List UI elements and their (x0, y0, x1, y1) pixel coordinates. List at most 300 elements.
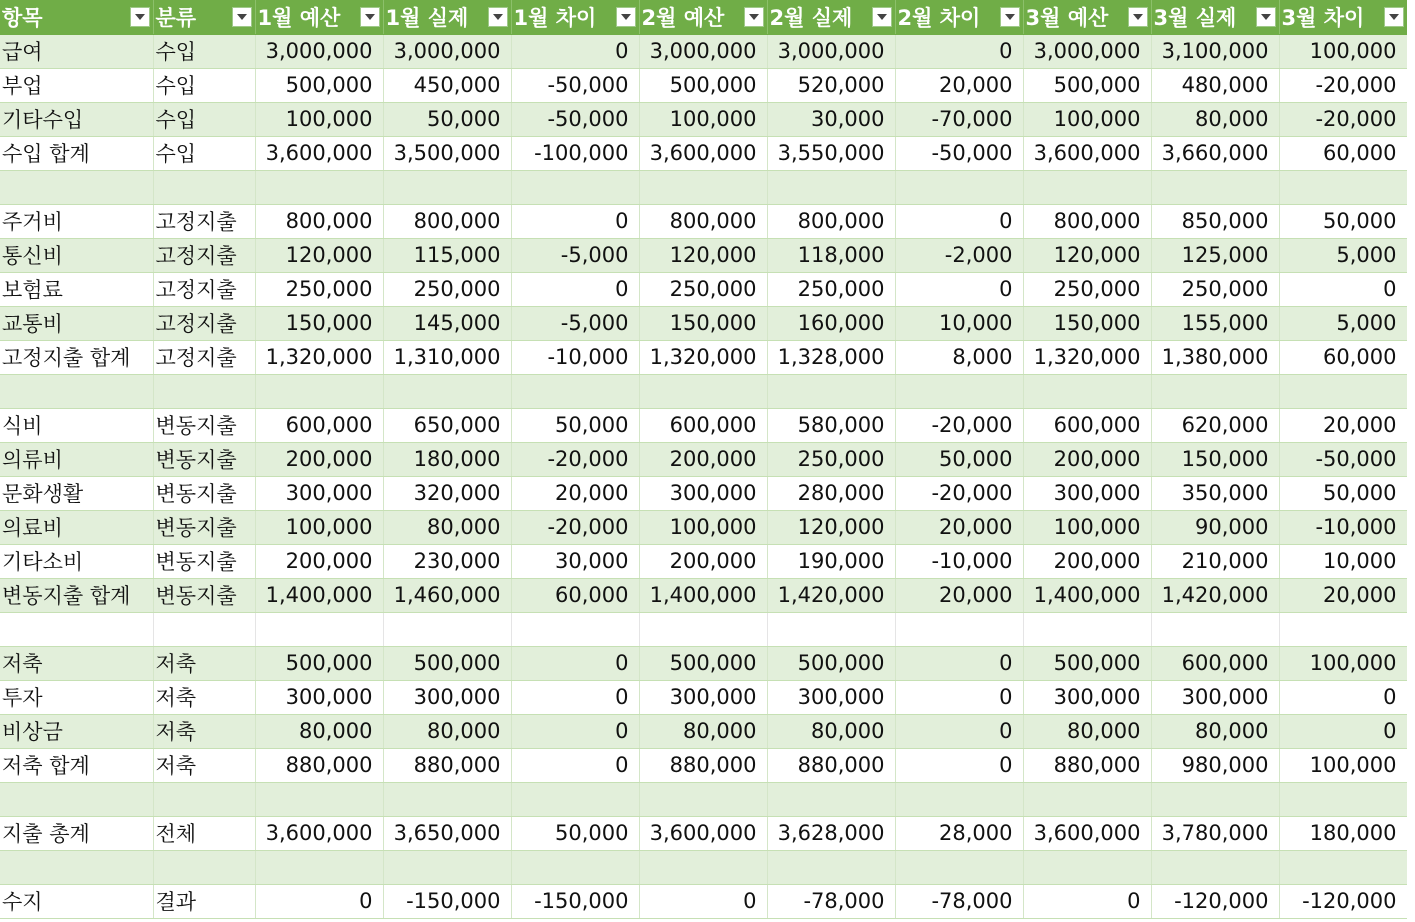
value-cell[interactable]: 0 (1279, 272, 1407, 306)
value-cell[interactable]: 880,000 (767, 748, 895, 782)
value-cell[interactable]: 300,000 (767, 680, 895, 714)
value-cell[interactable]: 80,000 (383, 510, 511, 544)
value-cell[interactable]: 3,100,000 (1151, 34, 1279, 68)
column-header-4[interactable] (511, 0, 639, 34)
value-cell[interactable]: 20,000 (895, 68, 1023, 102)
value-cell[interactable]: -5,000 (511, 238, 639, 272)
value-cell[interactable]: 50,000 (511, 408, 639, 442)
category-cell[interactable]: 고정지출 (153, 238, 255, 272)
filter-dropdown-icon[interactable] (232, 7, 252, 27)
value-cell[interactable]: -50,000 (511, 68, 639, 102)
value-cell[interactable]: 800,000 (255, 204, 383, 238)
value-cell[interactable]: 500,000 (639, 646, 767, 680)
value-cell[interactable] (767, 612, 895, 646)
value-cell[interactable]: -20,000 (511, 510, 639, 544)
category-cell[interactable]: 전체 (153, 816, 255, 850)
item-cell[interactable]: 저축 (0, 646, 153, 680)
value-cell[interactable]: 200,000 (639, 442, 767, 476)
value-cell[interactable]: 0 (511, 272, 639, 306)
item-cell[interactable]: 수지 (0, 884, 153, 918)
item-cell[interactable]: 지출 총계 (0, 816, 153, 850)
value-cell[interactable]: 600,000 (1151, 646, 1279, 680)
item-cell[interactable]: 기타소비 (0, 544, 153, 578)
filter-dropdown-icon[interactable] (488, 7, 508, 27)
value-cell[interactable]: 50,000 (1279, 476, 1407, 510)
category-cell[interactable]: 결과 (153, 884, 255, 918)
value-cell[interactable]: -78,000 (895, 884, 1023, 918)
value-cell[interactable]: 150,000 (1151, 442, 1279, 476)
value-cell[interactable]: 120,000 (639, 238, 767, 272)
value-cell[interactable]: 250,000 (767, 272, 895, 306)
value-cell[interactable]: 800,000 (1023, 204, 1151, 238)
value-cell[interactable]: 250,000 (255, 272, 383, 306)
value-cell[interactable] (255, 850, 383, 884)
category-cell[interactable] (153, 782, 255, 816)
value-cell[interactable]: 1,328,000 (767, 340, 895, 374)
value-cell[interactable]: 150,000 (639, 306, 767, 340)
value-cell[interactable]: 30,000 (767, 102, 895, 136)
value-cell[interactable] (895, 374, 1023, 408)
value-cell[interactable] (1279, 612, 1407, 646)
value-cell[interactable]: 1,400,000 (1023, 578, 1151, 612)
filter-dropdown-icon[interactable] (130, 7, 150, 27)
column-header-8[interactable] (1023, 0, 1151, 34)
value-cell[interactable]: -20,000 (511, 442, 639, 476)
value-cell[interactable] (1151, 850, 1279, 884)
item-cell[interactable]: 보험료 (0, 272, 153, 306)
value-cell[interactable]: -150,000 (511, 884, 639, 918)
value-cell[interactable]: 1,400,000 (255, 578, 383, 612)
filter-dropdown-icon[interactable] (1128, 7, 1148, 27)
value-cell[interactable]: 10,000 (1279, 544, 1407, 578)
value-cell[interactable]: 500,000 (255, 68, 383, 102)
filter-dropdown-icon[interactable] (360, 7, 380, 27)
value-cell[interactable]: 880,000 (383, 748, 511, 782)
item-cell[interactable]: 문화생활 (0, 476, 153, 510)
category-cell[interactable]: 수입 (153, 102, 255, 136)
value-cell[interactable]: 1,420,000 (767, 578, 895, 612)
value-cell[interactable]: 120,000 (255, 238, 383, 272)
value-cell[interactable]: 250,000 (1151, 272, 1279, 306)
value-cell[interactable]: -10,000 (895, 544, 1023, 578)
value-cell[interactable]: 600,000 (639, 408, 767, 442)
value-cell[interactable]: 200,000 (255, 442, 383, 476)
value-cell[interactable]: 800,000 (383, 204, 511, 238)
column-header-7[interactable] (895, 0, 1023, 34)
value-cell[interactable]: -20,000 (1279, 68, 1407, 102)
value-cell[interactable]: 480,000 (1151, 68, 1279, 102)
value-cell[interactable]: 0 (895, 680, 1023, 714)
item-cell[interactable]: 수입 합계 (0, 136, 153, 170)
category-cell[interactable]: 변동지출 (153, 476, 255, 510)
value-cell[interactable] (383, 850, 511, 884)
value-cell[interactable] (255, 374, 383, 408)
value-cell[interactable]: 500,000 (383, 646, 511, 680)
value-cell[interactable]: 80,000 (639, 714, 767, 748)
column-header-3[interactable] (383, 0, 511, 34)
value-cell[interactable] (1279, 374, 1407, 408)
value-cell[interactable]: 60,000 (511, 578, 639, 612)
value-cell[interactable]: 880,000 (1023, 748, 1151, 782)
value-cell[interactable]: 1,320,000 (639, 340, 767, 374)
item-cell[interactable]: 교통비 (0, 306, 153, 340)
value-cell[interactable]: 350,000 (1151, 476, 1279, 510)
value-cell[interactable]: 300,000 (639, 476, 767, 510)
value-cell[interactable] (639, 374, 767, 408)
value-cell[interactable]: 320,000 (383, 476, 511, 510)
value-cell[interactable]: 100,000 (1279, 646, 1407, 680)
column-header-0[interactable] (0, 0, 153, 34)
value-cell[interactable]: 0 (511, 204, 639, 238)
category-cell[interactable]: 수입 (153, 68, 255, 102)
item-cell[interactable] (0, 612, 153, 646)
category-cell[interactable] (153, 374, 255, 408)
value-cell[interactable]: 50,000 (383, 102, 511, 136)
value-cell[interactable]: 1,380,000 (1151, 340, 1279, 374)
value-cell[interactable]: 600,000 (1023, 408, 1151, 442)
value-cell[interactable] (767, 170, 895, 204)
value-cell[interactable]: -20,000 (895, 408, 1023, 442)
value-cell[interactable]: 300,000 (1151, 680, 1279, 714)
value-cell[interactable]: 650,000 (383, 408, 511, 442)
value-cell[interactable]: 580,000 (767, 408, 895, 442)
value-cell[interactable]: 0 (1279, 714, 1407, 748)
filter-dropdown-icon[interactable] (1384, 7, 1404, 27)
value-cell[interactable]: 500,000 (767, 646, 895, 680)
value-cell[interactable] (1279, 170, 1407, 204)
value-cell[interactable]: 90,000 (1151, 510, 1279, 544)
filter-dropdown-icon[interactable] (1256, 7, 1276, 27)
item-cell[interactable]: 주거비 (0, 204, 153, 238)
column-header-5[interactable] (639, 0, 767, 34)
value-cell[interactable]: 3,780,000 (1151, 816, 1279, 850)
value-cell[interactable]: 0 (511, 714, 639, 748)
value-cell[interactable]: 0 (511, 646, 639, 680)
value-cell[interactable] (1023, 374, 1151, 408)
value-cell[interactable] (895, 170, 1023, 204)
value-cell[interactable] (639, 170, 767, 204)
value-cell[interactable]: 300,000 (255, 476, 383, 510)
value-cell[interactable]: 3,600,000 (639, 136, 767, 170)
value-cell[interactable]: -50,000 (895, 136, 1023, 170)
category-cell[interactable]: 고정지출 (153, 340, 255, 374)
value-cell[interactable]: 80,000 (767, 714, 895, 748)
value-cell[interactable]: 200,000 (1023, 544, 1151, 578)
category-cell[interactable]: 변동지출 (153, 442, 255, 476)
value-cell[interactable]: 100,000 (1023, 102, 1151, 136)
value-cell[interactable] (895, 850, 1023, 884)
value-cell[interactable]: 3,600,000 (1023, 816, 1151, 850)
value-cell[interactable]: 0 (1023, 884, 1151, 918)
value-cell[interactable]: 20,000 (895, 510, 1023, 544)
value-cell[interactable] (1279, 850, 1407, 884)
value-cell[interactable]: 155,000 (1151, 306, 1279, 340)
category-cell[interactable]: 고정지출 (153, 306, 255, 340)
item-cell[interactable]: 비상금 (0, 714, 153, 748)
value-cell[interactable]: 850,000 (1151, 204, 1279, 238)
value-cell[interactable]: 1,460,000 (383, 578, 511, 612)
value-cell[interactable]: 880,000 (639, 748, 767, 782)
value-cell[interactable]: 0 (895, 204, 1023, 238)
value-cell[interactable]: 150,000 (1023, 306, 1151, 340)
value-cell[interactable]: 100,000 (255, 510, 383, 544)
value-cell[interactable] (1151, 374, 1279, 408)
value-cell[interactable]: 3,000,000 (1023, 34, 1151, 68)
value-cell[interactable]: 1,320,000 (1023, 340, 1151, 374)
value-cell[interactable]: 3,628,000 (767, 816, 895, 850)
value-cell[interactable] (511, 612, 639, 646)
value-cell[interactable]: 1,420,000 (1151, 578, 1279, 612)
value-cell[interactable]: 800,000 (639, 204, 767, 238)
value-cell[interactable]: 180,000 (1279, 816, 1407, 850)
value-cell[interactable]: 80,000 (255, 714, 383, 748)
value-cell[interactable]: -100,000 (511, 136, 639, 170)
category-cell[interactable] (153, 612, 255, 646)
value-cell[interactable]: 3,550,000 (767, 136, 895, 170)
column-header-9[interactable] (1151, 0, 1279, 34)
value-cell[interactable] (511, 782, 639, 816)
value-cell[interactable]: 5,000 (1279, 306, 1407, 340)
value-cell[interactable] (511, 374, 639, 408)
value-cell[interactable]: 500,000 (255, 646, 383, 680)
value-cell[interactable]: 50,000 (511, 816, 639, 850)
value-cell[interactable]: 520,000 (767, 68, 895, 102)
value-cell[interactable]: 880,000 (255, 748, 383, 782)
value-cell[interactable] (1023, 782, 1151, 816)
category-cell[interactable]: 저축 (153, 748, 255, 782)
value-cell[interactable] (511, 170, 639, 204)
value-cell[interactable] (767, 374, 895, 408)
category-cell[interactable]: 고정지출 (153, 272, 255, 306)
value-cell[interactable]: 3,650,000 (383, 816, 511, 850)
value-cell[interactable]: 3,000,000 (767, 34, 895, 68)
value-cell[interactable]: -70,000 (895, 102, 1023, 136)
value-cell[interactable]: -10,000 (1279, 510, 1407, 544)
value-cell[interactable]: 100,000 (639, 102, 767, 136)
item-cell[interactable] (0, 170, 153, 204)
value-cell[interactable] (1151, 612, 1279, 646)
value-cell[interactable]: 60,000 (1279, 340, 1407, 374)
category-cell[interactable]: 변동지출 (153, 578, 255, 612)
value-cell[interactable] (767, 782, 895, 816)
value-cell[interactable] (383, 612, 511, 646)
value-cell[interactable]: 1,310,000 (383, 340, 511, 374)
value-cell[interactable]: 0 (639, 884, 767, 918)
value-cell[interactable]: 50,000 (1279, 204, 1407, 238)
value-cell[interactable]: 620,000 (1151, 408, 1279, 442)
value-cell[interactable]: 10,000 (895, 306, 1023, 340)
category-cell[interactable]: 수입 (153, 136, 255, 170)
filter-dropdown-icon[interactable] (744, 7, 764, 27)
value-cell[interactable]: -120,000 (1279, 884, 1407, 918)
category-cell[interactable]: 저축 (153, 680, 255, 714)
item-cell[interactable]: 부업 (0, 68, 153, 102)
value-cell[interactable]: -5,000 (511, 306, 639, 340)
item-cell[interactable]: 변동지출 합계 (0, 578, 153, 612)
item-cell[interactable] (0, 374, 153, 408)
item-cell[interactable]: 급여 (0, 34, 153, 68)
value-cell[interactable]: 80,000 (1151, 102, 1279, 136)
value-cell[interactable] (255, 170, 383, 204)
value-cell[interactable]: 0 (895, 646, 1023, 680)
column-header-2[interactable] (255, 0, 383, 34)
value-cell[interactable]: 230,000 (383, 544, 511, 578)
value-cell[interactable]: 20,000 (511, 476, 639, 510)
value-cell[interactable]: -20,000 (895, 476, 1023, 510)
value-cell[interactable]: 500,000 (1023, 646, 1151, 680)
category-cell[interactable]: 변동지출 (153, 408, 255, 442)
value-cell[interactable]: 3,600,000 (639, 816, 767, 850)
value-cell[interactable] (1023, 612, 1151, 646)
item-cell[interactable]: 저축 합계 (0, 748, 153, 782)
value-cell[interactable]: 190,000 (767, 544, 895, 578)
value-cell[interactable]: 1,400,000 (639, 578, 767, 612)
value-cell[interactable] (383, 374, 511, 408)
value-cell[interactable] (895, 782, 1023, 816)
value-cell[interactable] (1151, 782, 1279, 816)
category-cell[interactable]: 고정지출 (153, 204, 255, 238)
value-cell[interactable]: 120,000 (1023, 238, 1151, 272)
column-header-1[interactable] (153, 0, 255, 34)
value-cell[interactable]: 200,000 (639, 544, 767, 578)
value-cell[interactable]: -120,000 (1151, 884, 1279, 918)
value-cell[interactable]: -2,000 (895, 238, 1023, 272)
value-cell[interactable]: 20,000 (895, 578, 1023, 612)
value-cell[interactable]: -20,000 (1279, 102, 1407, 136)
item-cell[interactable] (0, 850, 153, 884)
value-cell[interactable]: 250,000 (383, 272, 511, 306)
value-cell[interactable]: 28,000 (895, 816, 1023, 850)
value-cell[interactable]: 800,000 (767, 204, 895, 238)
value-cell[interactable]: 160,000 (767, 306, 895, 340)
value-cell[interactable]: 300,000 (639, 680, 767, 714)
value-cell[interactable]: 8,000 (895, 340, 1023, 374)
value-cell[interactable]: 3,600,000 (1023, 136, 1151, 170)
column-header-10[interactable] (1279, 0, 1407, 34)
value-cell[interactable] (1023, 850, 1151, 884)
value-cell[interactable]: 200,000 (1023, 442, 1151, 476)
category-cell[interactable]: 변동지출 (153, 544, 255, 578)
value-cell[interactable]: 0 (511, 680, 639, 714)
value-cell[interactable]: 250,000 (639, 272, 767, 306)
item-cell[interactable]: 의류비 (0, 442, 153, 476)
value-cell[interactable] (255, 782, 383, 816)
item-cell[interactable]: 기타수입 (0, 102, 153, 136)
value-cell[interactable] (1023, 170, 1151, 204)
value-cell[interactable]: 100,000 (255, 102, 383, 136)
item-cell[interactable] (0, 782, 153, 816)
value-cell[interactable]: 200,000 (255, 544, 383, 578)
value-cell[interactable]: 30,000 (511, 544, 639, 578)
value-cell[interactable]: 115,000 (383, 238, 511, 272)
value-cell[interactable] (511, 850, 639, 884)
value-cell[interactable]: 20,000 (1279, 408, 1407, 442)
value-cell[interactable]: -10,000 (511, 340, 639, 374)
value-cell[interactable]: 100,000 (1279, 748, 1407, 782)
value-cell[interactable]: 3,000,000 (383, 34, 511, 68)
value-cell[interactable]: 180,000 (383, 442, 511, 476)
value-cell[interactable]: 500,000 (1023, 68, 1151, 102)
value-cell[interactable]: 980,000 (1151, 748, 1279, 782)
category-cell[interactable]: 저축 (153, 646, 255, 680)
value-cell[interactable]: -150,000 (383, 884, 511, 918)
value-cell[interactable]: 1,320,000 (255, 340, 383, 374)
value-cell[interactable]: -50,000 (511, 102, 639, 136)
value-cell[interactable] (255, 612, 383, 646)
value-cell[interactable]: 3,660,000 (1151, 136, 1279, 170)
value-cell[interactable] (383, 170, 511, 204)
filter-dropdown-icon[interactable] (616, 7, 636, 27)
value-cell[interactable]: 0 (895, 34, 1023, 68)
filter-dropdown-icon[interactable] (1000, 7, 1020, 27)
value-cell[interactable] (895, 612, 1023, 646)
item-cell[interactable]: 고정지출 합계 (0, 340, 153, 374)
value-cell[interactable] (383, 782, 511, 816)
value-cell[interactable]: 600,000 (255, 408, 383, 442)
value-cell[interactable] (1279, 782, 1407, 816)
value-cell[interactable]: 450,000 (383, 68, 511, 102)
value-cell[interactable] (1151, 170, 1279, 204)
category-cell[interactable] (153, 170, 255, 204)
item-cell[interactable]: 의료비 (0, 510, 153, 544)
value-cell[interactable]: 3,000,000 (255, 34, 383, 68)
value-cell[interactable]: 120,000 (767, 510, 895, 544)
value-cell[interactable]: 0 (895, 272, 1023, 306)
value-cell[interactable]: 0 (1279, 680, 1407, 714)
value-cell[interactable]: 3,600,000 (255, 136, 383, 170)
value-cell[interactable]: 300,000 (1023, 680, 1151, 714)
value-cell[interactable]: 3,500,000 (383, 136, 511, 170)
value-cell[interactable]: 100,000 (1279, 34, 1407, 68)
value-cell[interactable]: 80,000 (383, 714, 511, 748)
value-cell[interactable]: 5,000 (1279, 238, 1407, 272)
item-cell[interactable]: 통신비 (0, 238, 153, 272)
value-cell[interactable]: -50,000 (1279, 442, 1407, 476)
value-cell[interactable]: 80,000 (1151, 714, 1279, 748)
value-cell[interactable]: 50,000 (895, 442, 1023, 476)
value-cell[interactable]: 118,000 (767, 238, 895, 272)
value-cell[interactable] (767, 850, 895, 884)
value-cell[interactable]: 250,000 (1023, 272, 1151, 306)
value-cell[interactable]: 3,600,000 (255, 816, 383, 850)
value-cell[interactable]: 20,000 (1279, 578, 1407, 612)
value-cell[interactable]: 0 (511, 748, 639, 782)
value-cell[interactable]: 0 (511, 34, 639, 68)
value-cell[interactable]: 80,000 (1023, 714, 1151, 748)
value-cell[interactable]: -78,000 (767, 884, 895, 918)
value-cell[interactable]: 0 (895, 748, 1023, 782)
value-cell[interactable]: 100,000 (1023, 510, 1151, 544)
item-cell[interactable]: 식비 (0, 408, 153, 442)
filter-dropdown-icon[interactable] (872, 7, 892, 27)
value-cell[interactable] (639, 782, 767, 816)
value-cell[interactable]: 3,000,000 (639, 34, 767, 68)
value-cell[interactable]: 250,000 (767, 442, 895, 476)
value-cell[interactable]: 0 (255, 884, 383, 918)
value-cell[interactable] (639, 850, 767, 884)
value-cell[interactable]: 125,000 (1151, 238, 1279, 272)
value-cell[interactable]: 0 (895, 714, 1023, 748)
column-header-6[interactable] (767, 0, 895, 34)
value-cell[interactable]: 60,000 (1279, 136, 1407, 170)
category-cell[interactable]: 변동지출 (153, 510, 255, 544)
category-cell[interactable]: 저축 (153, 714, 255, 748)
value-cell[interactable]: 280,000 (767, 476, 895, 510)
value-cell[interactable]: 300,000 (255, 680, 383, 714)
value-cell[interactable]: 100,000 (639, 510, 767, 544)
value-cell[interactable]: 300,000 (1023, 476, 1151, 510)
value-cell[interactable]: 145,000 (383, 306, 511, 340)
